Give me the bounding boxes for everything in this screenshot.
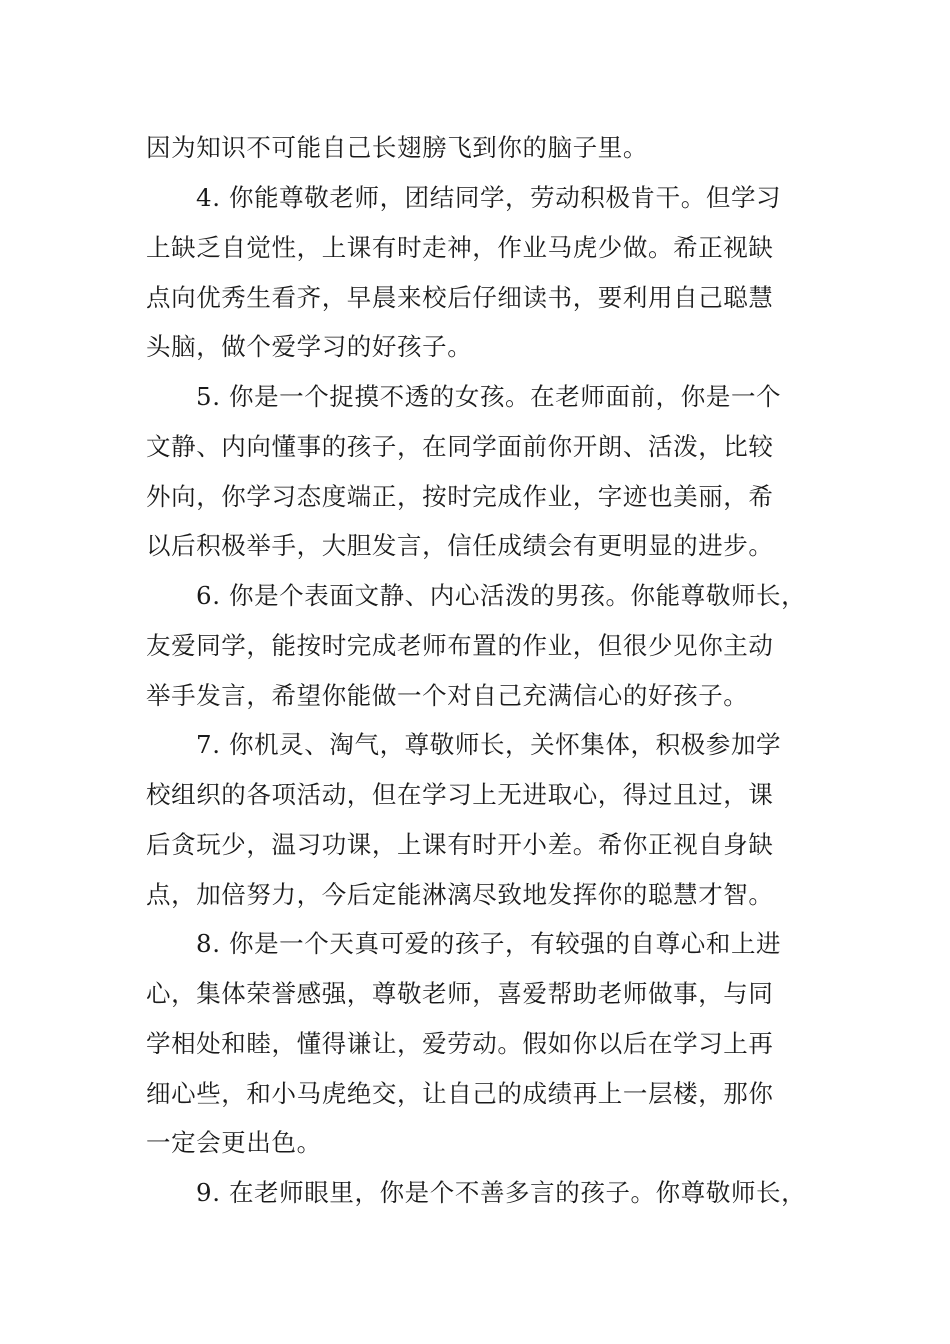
paragraph-5-start: 5. 你是一个捉摸不透的女孩。在老师面前，你是一个 [196, 382, 782, 411]
paragraph-4-start: 4. 你能尊敬老师，团结同学，劳动积极肯干。但学习 [196, 183, 782, 212]
text-line: 学相处和睦，懂得谦让，爱劳动。假如你以后在学习上再 [146, 1029, 774, 1058]
paragraph-7-start: 7. 你机灵、淘气，尊敬师长，关怀集体，积极参加学 [196, 730, 782, 759]
text-line: 因为知识不可能自己长翅膀飞到你的脑子里。 [146, 133, 648, 162]
text-line: 友爱同学，能按时完成老师布置的作业，但很少见你主动 [146, 631, 774, 660]
text-line: 头脑，做个爱学习的好孩子。 [146, 332, 473, 361]
text-line: 心，集体荣誉感强，尊敬老师，喜爱帮助老师做事，与同 [146, 979, 774, 1008]
text-line: 校组织的各项活动，但在学习上无进取心，得过且过，课 [146, 780, 774, 809]
text-line: 上缺乏自觉性，上课有时走神，作业马虎少做。希正视缺 [146, 233, 774, 262]
text-line: 文静、内向懂事的孩子，在同学面前你开朗、活泼，比较 [146, 432, 774, 461]
text-line: 一定会更出色。 [146, 1128, 322, 1157]
text-line: 举手发言，希望你能做一个对自己充满信心的好孩子。 [146, 681, 749, 710]
text-line: 细心些，和小马虎绝交，让自己的成绩再上一层楼，那你 [146, 1079, 774, 1108]
text-line: 外向，你学习态度端正，按时完成作业，字迹也美丽，希 [146, 482, 774, 511]
text-line: 后贪玩少，温习功课，上课有时开小差。希你正视自身缺 [146, 830, 774, 859]
paragraph-9-start: 9. 在老师眼里，你是个不善多言的孩子。你尊敬师长， [196, 1178, 807, 1207]
text-line: 点，加倍努力，今后定能淋漓尽致地发挥你的聪慧才智。 [146, 880, 774, 909]
text-line: 点向优秀生看齐，早晨来校后仔细读书，要利用自己聪慧 [146, 283, 774, 312]
paragraph-6-start: 6. 你是个表面文静、内心活泼的男孩。你能尊敬师长， [196, 581, 807, 610]
text-line: 以后积极举手，大胆发言，信任成绩会有更明显的进步。 [146, 531, 774, 560]
paragraph-8-start: 8. 你是一个天真可爱的孩子，有较强的自尊心和上进 [196, 929, 782, 958]
